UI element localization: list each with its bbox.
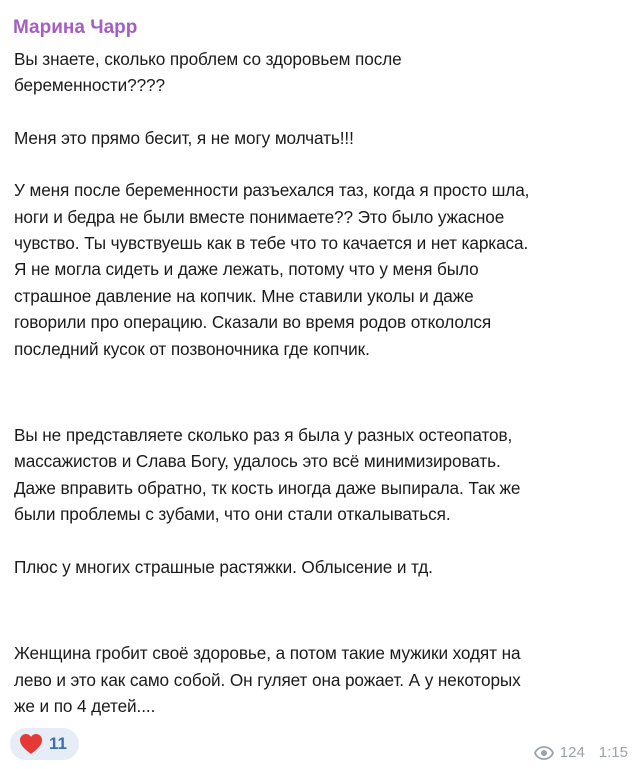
text-line: Меня это прямо бесит, я не могу молчать!!! — [14, 127, 354, 148]
paragraph-spacer — [14, 580, 626, 640]
view-count: 124 — [559, 744, 585, 761]
text-line: Вы знаете, сколько проблем со здоровьем после — [14, 49, 402, 69]
message-paragraph-6 — [14, 640, 626, 719]
message-paragraph-5 — [14, 554, 626, 580]
reaction-button[interactable] — [10, 728, 79, 760]
message-meta — [534, 744, 628, 762]
message-text — [14, 46, 626, 719]
heart-icon — [19, 733, 43, 755]
message-paragraph-2 — [14, 125, 626, 151]
text-line: были проблемы с зубами, что они стали откалываться. — [14, 504, 451, 525]
text-line: беременности???? — [14, 75, 165, 96]
eye-icon — [534, 746, 554, 760]
text-line: Я не могла сидеть и даже лежать, потому что у меня было — [14, 259, 479, 280]
text-line: лево и это как само собой. Он гуляет она рожает. А у некоторых — [14, 669, 521, 690]
text-line: У меня после беременности разъехался таз, когда я просто шла, — [14, 180, 530, 201]
text-line: Плюс у многих страшные растяжки. Облысение и тд. — [14, 556, 433, 577]
text-line: говорили про операцию. Сказали во время родов откололся — [14, 312, 492, 333]
sender-name[interactable]: Марина Чарр — [13, 17, 138, 38]
paragraph-spacer — [14, 362, 626, 422]
text-line: страшное давление на копчик. Мне ставили уколы и даже — [14, 285, 474, 306]
text-line: Даже вправить обратно, тк кость иногда даже выпирала. Так же — [14, 477, 521, 498]
text-line: Вы не представляете сколько раз я была у разных остеопатов, — [14, 425, 513, 446]
text-line: Женщина гробит своё здоровье, а потом такие мужики ходят на — [14, 643, 521, 664]
paragraph-spacer — [14, 99, 626, 125]
message-time: 1:15 — [598, 744, 628, 761]
text-line: чувство. Ты чувствуешь как в тебе что то качается и нет каркаса. — [14, 233, 529, 254]
text-line: же и по 4 детей.... — [14, 695, 156, 716]
text-line: массажистов и Слава Богу, удалось это всё минимизировать. — [14, 451, 501, 472]
text-line: ноги и бедра не были вместе понимаете?? Это было ужасное — [14, 206, 505, 227]
paragraph-spacer — [14, 528, 626, 554]
text-line: последний кусок от позвоночника где копчик. — [14, 338, 370, 359]
message-paragraph-3 — [14, 177, 626, 362]
paragraph-spacer — [14, 151, 626, 177]
message-paragraph-1 — [14, 46, 626, 99]
reaction-count: 11 — [49, 734, 67, 753]
message-paragraph-4 — [14, 422, 626, 528]
